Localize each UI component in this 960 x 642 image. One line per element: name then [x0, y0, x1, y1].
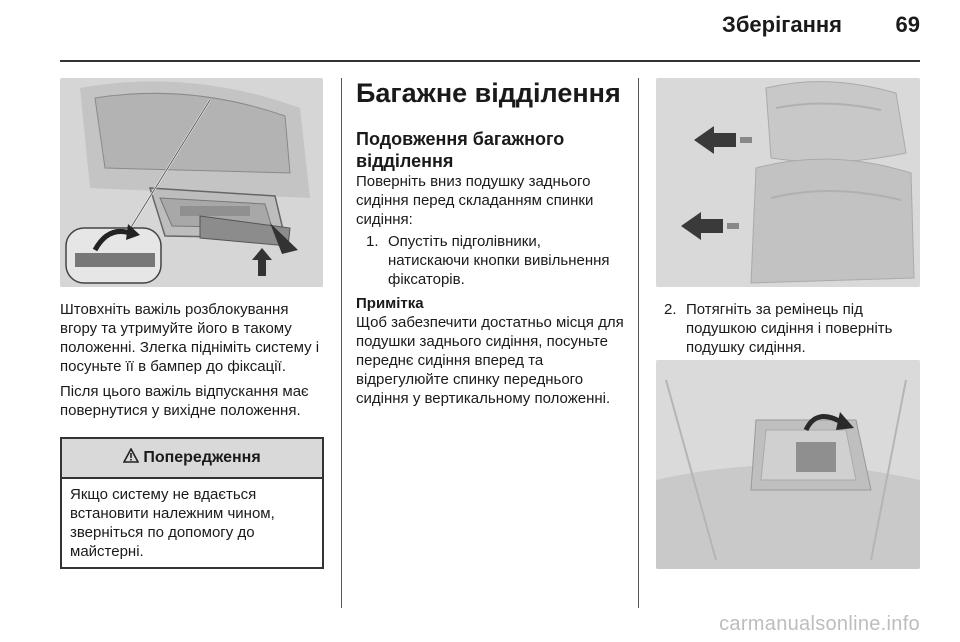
paragraph: Після цього важіль відпускання має повернутися у вихідне положення. — [60, 383, 309, 419]
step-text: Опустіть підголівники, натискаючи кнопки вивільнення фіксаторів. — [388, 233, 610, 288]
step-text: Потягніть за ремінець під подушкою сидіння і поверніть подушку сидіння. — [686, 301, 893, 356]
warning-triangle-icon — [123, 448, 139, 468]
page-number: 69 — [895, 12, 920, 37]
section-header-title: Зберігання — [722, 12, 842, 37]
warning-title: Попередження — [143, 449, 261, 466]
seat-cushion-strap-illustration — [656, 360, 920, 569]
list-item — [664, 300, 924, 357]
step-number: 1. — [366, 233, 379, 250]
note-title: Примітка — [356, 295, 424, 312]
list-item — [366, 232, 624, 289]
warning-text: Якщо систему не вдається встановити належним чином, зверніться по допомогу до майстерні. — [70, 486, 275, 560]
step-number: 2. — [664, 301, 677, 318]
paragraph: Штовхніть важіль розблокування вгору та утримуйте його в такому положенні. Злегка підніміть систему і посуньте її в бампер до фіксації. — [60, 301, 320, 375]
column-divider-1 — [341, 78, 342, 608]
column-divider-2 — [638, 78, 639, 608]
warning-header — [62, 439, 322, 479]
bike-carrier-illustration — [60, 78, 323, 287]
watermark: carmanualsonline.info — [719, 613, 920, 635]
steps-list-2 — [664, 300, 924, 357]
section-title: Багажне відділення — [356, 78, 621, 108]
header-divider — [60, 60, 920, 62]
intro-text: Поверніть вниз подушку заднього сидіння перед складанням спинки сидіння: — [356, 173, 594, 228]
warning-box — [60, 437, 324, 569]
left-column-text — [60, 300, 325, 420]
subsection-title: Подовження багажного відділення — [356, 129, 565, 171]
rear-seat-headrest-illustration — [656, 78, 920, 287]
note-text: Щоб забезпечити достатньо місця для подушки заднього сидіння, посуньте переднє сидіння вперед та відрегулюйте спинку переднього сидіння у вертикальному положенні. — [356, 314, 624, 407]
steps-list-1 — [366, 232, 624, 289]
